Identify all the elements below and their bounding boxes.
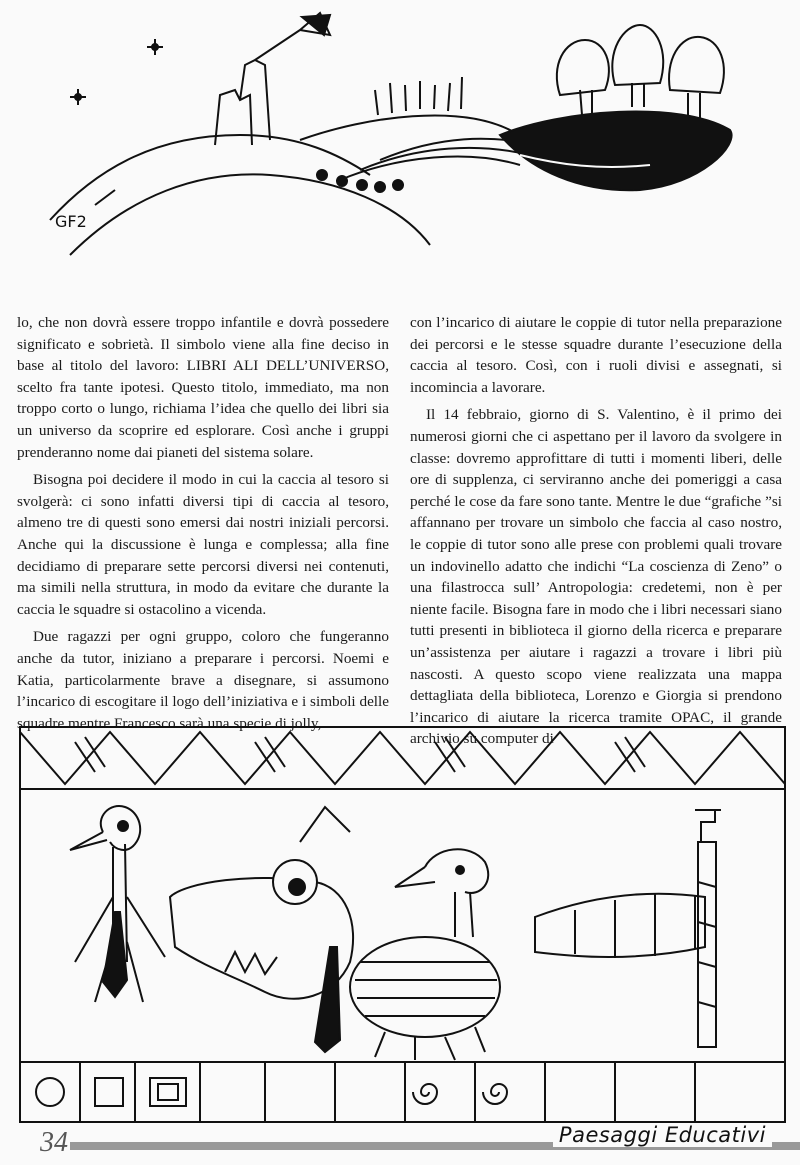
paragraph: Due ragazzi per ogni gruppo, coloro che fungeranno anche da tutor, iniziano a preparare i percorsi. Noemi e Katia, particolarmente brave a disegnare, si assumono l’incarico di escogitare il logo dell’iniziativa e i simboli delle squadre mentre Francesco sarà una specie di jolly, [17,628,389,732]
top-illustration [40,5,780,290]
page-number: 34 [40,1127,68,1158]
star-icon [147,39,163,55]
paragraph: lo, che non dovrà essere troppo infantile e dovrà possedere significato e sobrietà. Il simbolo viene alla fine deciso in base al titolo del lavoro: LIBRI ALI DELL’UNIVERSO, scelto fra tante ipotesi. Questo titolo, immediato, ma non troppo corto o lungo, richiama l’idea che quello dei libri sia un universo da scoprire ed esplorare. Così anche i gruppi prenderanno nome dai pianeti del sistema solare. [17,314,389,461]
star-icon [70,89,86,105]
magazine-title: Paesaggi Educativi [553,1123,772,1147]
signature: GF2 [55,212,87,231]
article-right-column [410,312,782,756]
bottom-illustration [15,722,790,1132]
article-left-column [17,312,389,740]
paragraph: con l’incarico di aiutare le coppie di tutor nella preparazione dei percorsi e le stesse squadre durante l’esecuzione della caccia al tesoro. Così, con i ruoli divisi e assegnati, si incomincia a lavorare. [410,314,782,396]
paragraph: Il 14 febbraio, giorno di S. Valentino, è il primo dei numerosi giorni che ci aspettano per il lavoro da svolgere in classe: dovremo approfittare di tutti i momenti liberi, delle ore di supplenza, ci serviranno anche dei pomeriggi a casa perché le cose da fare sono tante. Mentre le due “grafiche ”si affannano per trovare un simbolo che faccia al caso nostro, le coppie di tutor sono alle prese con problemi quali trovare un indovinello adatto che indichi “La coscienza di Zeno” o una filastrocca sull’ Antropologia: credetemi, non è per niente facile. Bisogna fare in modo che i libri necessari siano tutti presenti in biblioteca il giorno della ricerca e preparare un’assistenza per aiutare i ragazzi a trovare i libri più nascosti. A questo scopo viene realizzata una mappa dettagliata della biblioteca, Lorenzo e Giorgia si prendono l’incarico di aiutare la ricerca tramite OPAC, il grande archivio su computer di [410,406,782,748]
paragraph: Bisogna poi decidere il modo in cui la caccia al tesoro si svolgerà: ci sono infatti diversi tipi di caccia al tesoro, almeno tre di questi sono emersi dai nostri iniziali percorsi. Anche qui la discussione è lunga e complessa; alla fine decidiamo di preparare sette percorsi diversi nei contenuti, ma simili nella struttura, in modo da evitare che durante la caccia le squadre si ostacolino a vicenda. [17,471,389,618]
